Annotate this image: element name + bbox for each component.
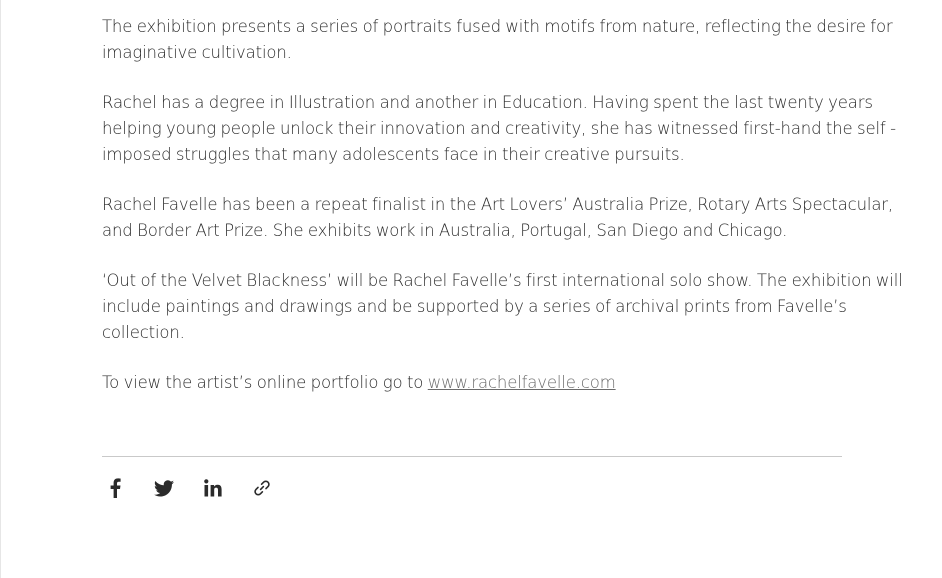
- link-icon: [253, 479, 271, 497]
- text-line: imposed struggles that many adolescents face in their creative pursuits.: [102, 145, 685, 164]
- portfolio-link[interactable]: www.rachelfavelle.com: [427, 373, 616, 392]
- text-line: Rachel has a degree in Illustration and another in Education. Having spent the last twenty years: [102, 93, 873, 112]
- paragraph-prizes: [102, 192, 894, 244]
- share-divider: [102, 456, 842, 457]
- text-line: helping young people unlock their innovation and creativity, she has witnessed first-hand the self -: [102, 119, 896, 138]
- linkedin-icon: [204, 479, 222, 497]
- share-bar: [102, 477, 275, 499]
- share-facebook-button[interactable]: [102, 477, 128, 499]
- facebook-icon: [109, 478, 121, 498]
- paragraph-portfolio: [102, 370, 846, 396]
- paragraph-education: [102, 90, 896, 168]
- copy-link-button[interactable]: [249, 477, 275, 499]
- paragraph-solo-show: [102, 268, 903, 346]
- portfolio-prefix: To view the artist’s online portfolio go to: [102, 373, 428, 392]
- text-line: include paintings and drawings and be supported by a series of archival prints from Favelle’s: [102, 297, 847, 316]
- text-line: The exhibition presents a series of portraits fused with motifs from nature, reflecting the desire for: [102, 17, 893, 36]
- page-edge-line: [0, 0, 1, 578]
- text-line: Rachel Favelle has been a repeat finalist in the Art Lovers’ Australia Prize, Rotary Arts Spectacular,: [102, 195, 894, 214]
- article-body: [102, 14, 903, 396]
- twitter-icon: [154, 480, 174, 497]
- paragraph-exhibition: [102, 14, 893, 66]
- text-line: ‘Out of the Velvet Blackness’ will be Rachel Favelle’s first international solo show. The exhibition will: [102, 271, 903, 290]
- text-line: imaginative cultivation.: [102, 43, 292, 62]
- share-twitter-button[interactable]: [151, 477, 177, 499]
- share-linkedin-button[interactable]: [200, 477, 226, 499]
- text-line: and Border Art Prize. She exhibits work in Australia, Portugal, San Diego and Chicago.: [102, 221, 788, 240]
- text-line: collection.: [102, 323, 185, 342]
